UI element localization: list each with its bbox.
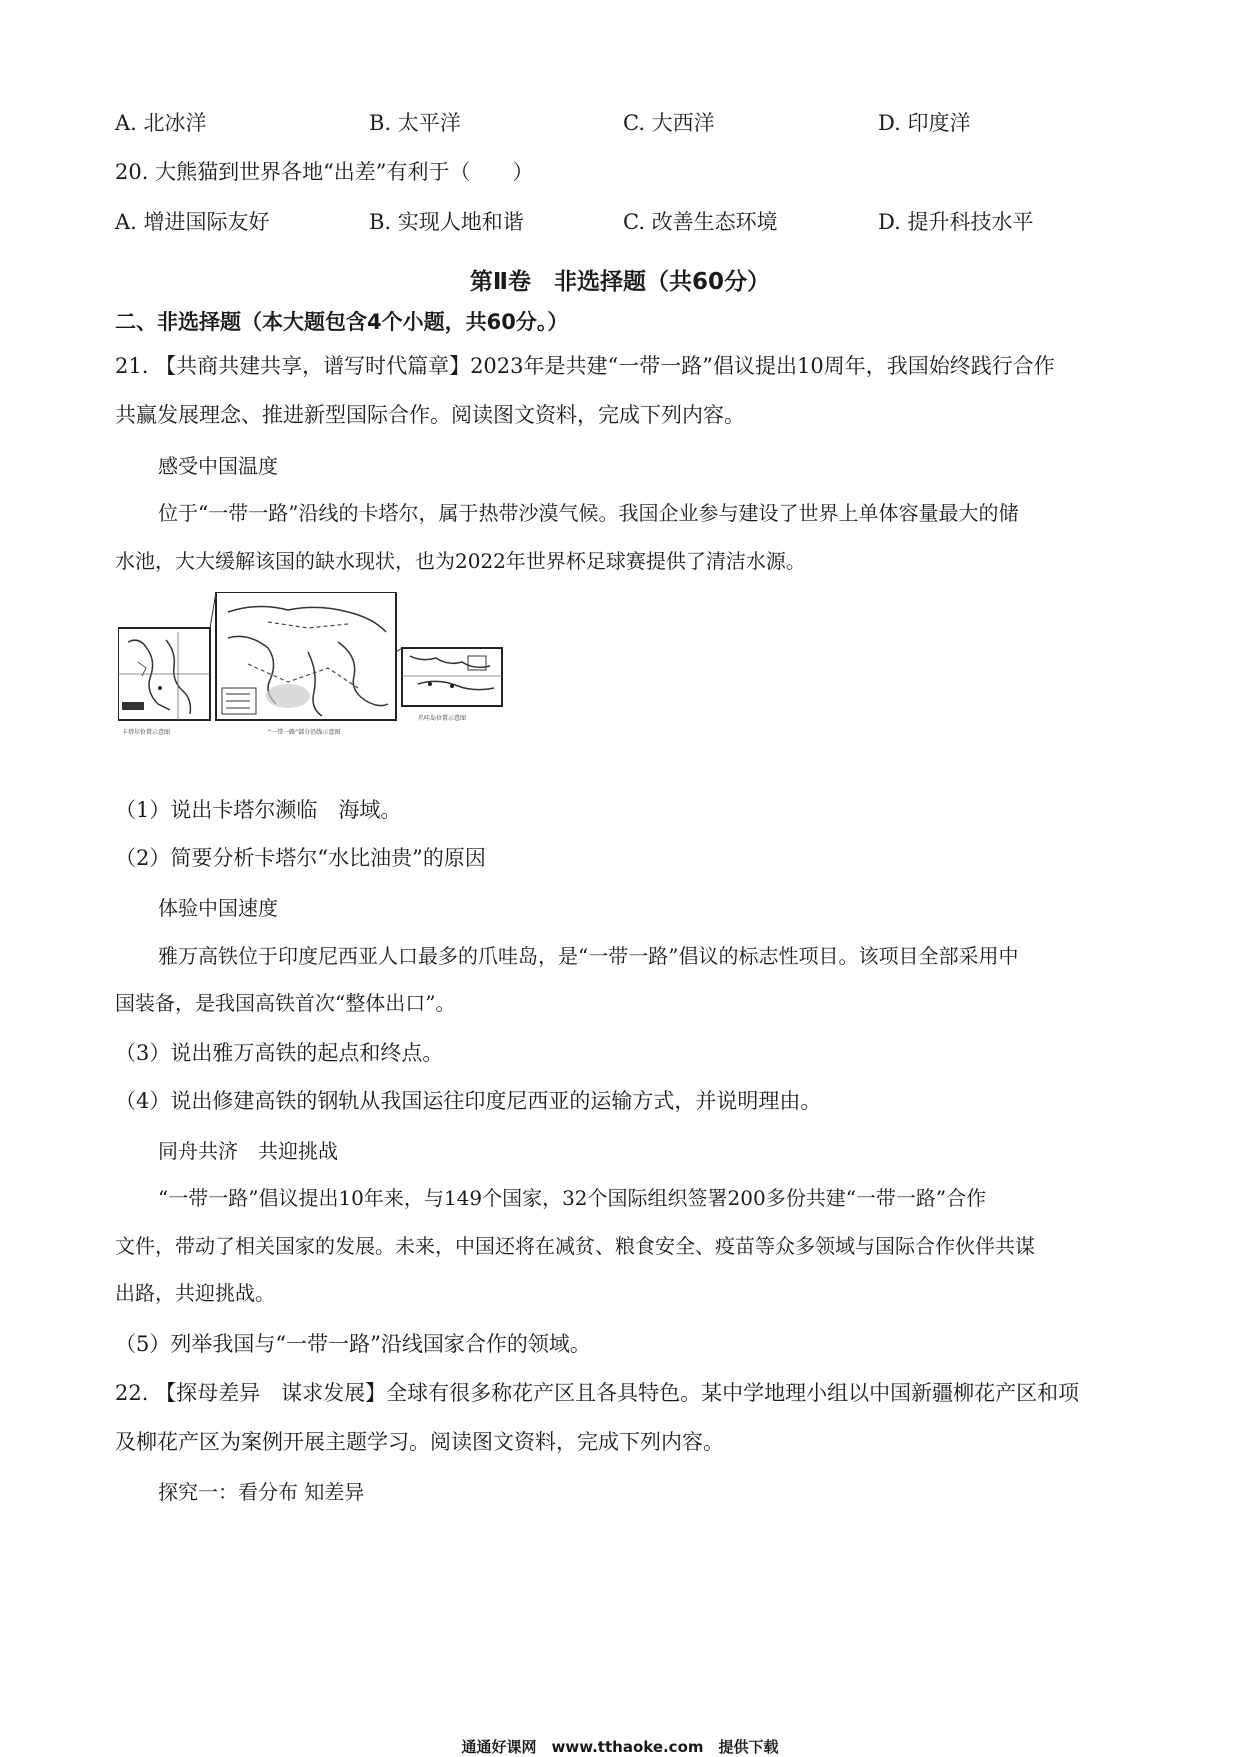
section-title: 第Ⅱ卷 非选择题（共60分） — [469, 269, 771, 295]
q21-sub1-paragraph-line1: 位于“一带一路”沿线的卡塔尔，属于热带沙漠气候。我国企业参与建设了世界上单体容量最大的储 — [158, 501, 1019, 525]
q21-subsection-title-speed: 体验中国速度 — [158, 896, 278, 920]
q21-question-3: （3）说出雅万高铁的起点和终点。 — [115, 1041, 444, 1065]
q20-stem: 20. 大熊猫到世界各地“出差”有利于（ ） — [115, 160, 534, 184]
belt-and-road-route-map — [210, 592, 402, 720]
q22-intro-line1: 22. 【探母差异 谋求发展】全球有很多称花产区且各具特色。某中学地理小组以中国新疆柳花产区和项 — [115, 1381, 1080, 1405]
q21-question-5: （5）列举我国与“一带一路”沿线国家合作的领域。 — [115, 1332, 591, 1356]
q19-option-b: B. 太平洋 — [369, 111, 461, 135]
section-heading: 二、非选择题（本大题包含4个小题，共60分。） — [115, 310, 569, 334]
q22-subsection-title-distribution: 探究一：看分布 知差异 — [158, 1480, 365, 1504]
q21-question-4: （4）说出修建高铁的钢轨从我国运往印度尼西亚的运输方式，并说明理由。 — [115, 1089, 822, 1113]
q21-sub2-paragraph-line2: 国装备，是我国高铁首次“整体出口”。 — [115, 991, 456, 1015]
q20-option-d: D. 提升科技水平 — [878, 210, 1034, 234]
map-caption-right: 爪哇岛位置示意图 — [418, 715, 467, 722]
q21-question-2: （2）简要分析卡塔尔“水比油贵”的原因 — [115, 846, 486, 870]
q21-sub3-paragraph-line2: 文件，带动了相关国家的发展。未来，中国还将在减贫、粮食安全、疫苗等众多领域与国际合作伙伴共谋 — [115, 1234, 1035, 1258]
q21-subsection-title-together: 同舟共济 共迎挑战 — [158, 1139, 338, 1163]
q21-sub2-paragraph-line1: 雅万高铁位于印度尼西亚人口最多的爪哇岛，是“一带一路”倡议的标志性项目。该项目全部采用中 — [158, 944, 1019, 968]
q21-sub3-paragraph-line1: “一带一路”倡议提出10年来，与149个国家，32个国际组织签署200多份共建“一带一路”合作 — [158, 1186, 987, 1210]
map-sketch — [118, 592, 518, 740]
qatar-location-map — [118, 628, 210, 720]
belt-and-road-map-figure — [118, 592, 518, 740]
q22-intro-line2: 及柳花产区为案例开展主题学习。阅读图文资料，完成下列内容。 — [115, 1430, 724, 1454]
map-caption-left: 卡塔尔位置示意图 — [122, 729, 171, 736]
q21-question-1: （1）说出卡塔尔濒临 海域。 — [115, 798, 402, 822]
q19-option-d: D. 印度洋 — [878, 111, 971, 135]
q19-option-a: A. 北冰洋 — [115, 111, 207, 135]
q20-option-a: A. 增进国际友好 — [115, 210, 270, 234]
q21-sub1-paragraph-line2: 水池，大大缓解该国的缺水现状，也为2022年世界杯足球赛提供了清洁水源。 — [115, 549, 806, 573]
q20-option-c: C. 改善生态环境 — [623, 210, 778, 234]
q21-intro-line1: 21. 【共商共建共享，谱写时代篇章】2023年是共建“一带一路”倡议提出10周年，我国始终践行合作 — [115, 354, 1055, 378]
java-island-location-map — [402, 648, 502, 706]
q20-option-b: B. 实现人地和谐 — [369, 210, 524, 234]
page-footer: 通通好课网 www.tthaoke.com 提供下载 — [461, 1738, 779, 1756]
q21-sub3-paragraph-line3: 出路，共迎挑战。 — [115, 1281, 275, 1305]
map-caption-middle: “一带一路”部分沿线示意图 — [268, 729, 341, 736]
q21-subsection-title-temperature: 感受中国温度 — [158, 454, 278, 478]
q21-intro-line2: 共赢发展理念、推进新型国际合作。阅读图文资料，完成下列内容。 — [115, 403, 745, 427]
q19-option-c: C. 大西洋 — [623, 111, 715, 135]
